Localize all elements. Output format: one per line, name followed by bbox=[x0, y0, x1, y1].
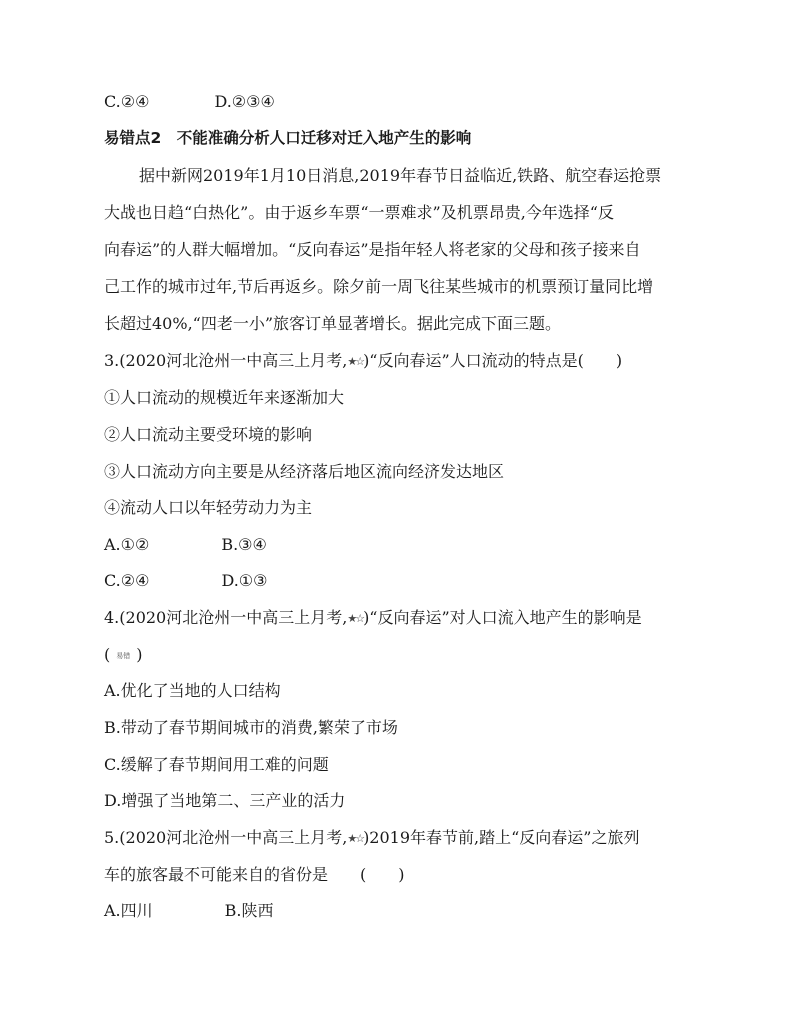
question-3-item-2: ②人口流动主要受环境的影响 bbox=[104, 425, 313, 444]
question-5-stem-continued: 车的旅客最不可能来自的省份是 ( ) bbox=[104, 865, 405, 884]
prev-option-d: D.②③④ bbox=[214, 92, 275, 111]
question-5-option-a: A.四川 bbox=[104, 901, 153, 920]
error-prone-mark: 易错 bbox=[116, 652, 131, 660]
question-3-text: )“反向春运”人口流动的特点是( ) bbox=[363, 351, 623, 370]
question-3-option-b: B.③④ bbox=[221, 535, 267, 554]
question-4-option-c: C.缓解了春节期间用工难的问题 bbox=[104, 755, 329, 774]
passage-line-5: 长超过40%,“四老一小”旅客订单显著增长。据此完成下面三题。 bbox=[104, 314, 562, 333]
difficulty-stars-icon: ★☆ bbox=[347, 832, 364, 845]
passage-line-3: 向春运”的人群大幅增加。“反向春运”是指年轻人将老家的父母和孩子接来自 bbox=[104, 240, 641, 259]
passage-line-2: 大战也日趋“白热化”。由于返乡车票“一票难求”及机票昂贵,今年选择“反 bbox=[104, 203, 614, 222]
question-3-source: (2020河北沧州一中高三上月考, bbox=[119, 351, 348, 370]
question-4-text: )“反向春运”对人口流入地产生的影响是 bbox=[363, 608, 642, 627]
passage-line-1: 据中新网2019年1月10日消息,2019年春节日益临近,铁路、航空春运抢票 bbox=[139, 166, 662, 185]
question-4-option-b: B.带动了春节期间城市的消费,繁荣了市场 bbox=[104, 718, 398, 737]
question-4-paren-close: ) bbox=[136, 645, 143, 664]
difficulty-stars-icon: ★☆ bbox=[347, 355, 364, 368]
prev-options-row bbox=[104, 92, 275, 112]
question-5-options-row bbox=[104, 901, 274, 921]
question-3-options-row-1 bbox=[104, 535, 267, 555]
question-3-options-row-2 bbox=[104, 571, 267, 591]
question-4-number: 4. bbox=[104, 608, 120, 627]
question-3-number: 3. bbox=[104, 351, 120, 370]
question-3-option-a: A.①② bbox=[104, 535, 150, 554]
question-3-item-1: ①人口流动的规模近年来逐渐加大 bbox=[104, 388, 345, 407]
question-3-item-4: ④流动人口以年轻劳动力为主 bbox=[104, 498, 313, 517]
question-4-answer-paren bbox=[104, 645, 143, 666]
section-heading: 易错点2 不能准确分析人口迁移对迁入地产生的影响 bbox=[104, 129, 472, 147]
question-5-option-b: B.陕西 bbox=[224, 901, 274, 920]
question-3-item-3: ③人口流动方向主要是从经济落后地区流向经济发达地区 bbox=[104, 462, 505, 481]
question-4-paren-open: ( bbox=[104, 645, 111, 664]
question-3-option-d: D.①③ bbox=[221, 571, 268, 590]
difficulty-stars-icon: ★☆ bbox=[347, 612, 364, 625]
question-5-source: (2020河北沧州一中高三上月考, bbox=[119, 828, 348, 847]
question-4-option-a: A.优化了当地的人口结构 bbox=[104, 681, 281, 700]
passage-line-4: 己工作的城市过年,节后再返乡。除夕前一周飞往某些城市的机票预订量同比增 bbox=[104, 277, 654, 296]
question-4-stem bbox=[104, 608, 642, 629]
question-3-option-c: C.②④ bbox=[104, 571, 150, 590]
question-5-number: 5. bbox=[104, 828, 120, 847]
prev-option-c: C.②④ bbox=[104, 92, 150, 111]
question-4-source: (2020河北沧州一中高三上月考, bbox=[119, 608, 348, 627]
question-5-stem bbox=[104, 828, 639, 849]
question-5-text: )2019年春节前,踏上“反向春运”之旅列 bbox=[363, 828, 640, 847]
question-3-stem bbox=[104, 351, 622, 372]
question-4-option-d: D.增强了当地第二、三产业的活力 bbox=[104, 791, 346, 810]
